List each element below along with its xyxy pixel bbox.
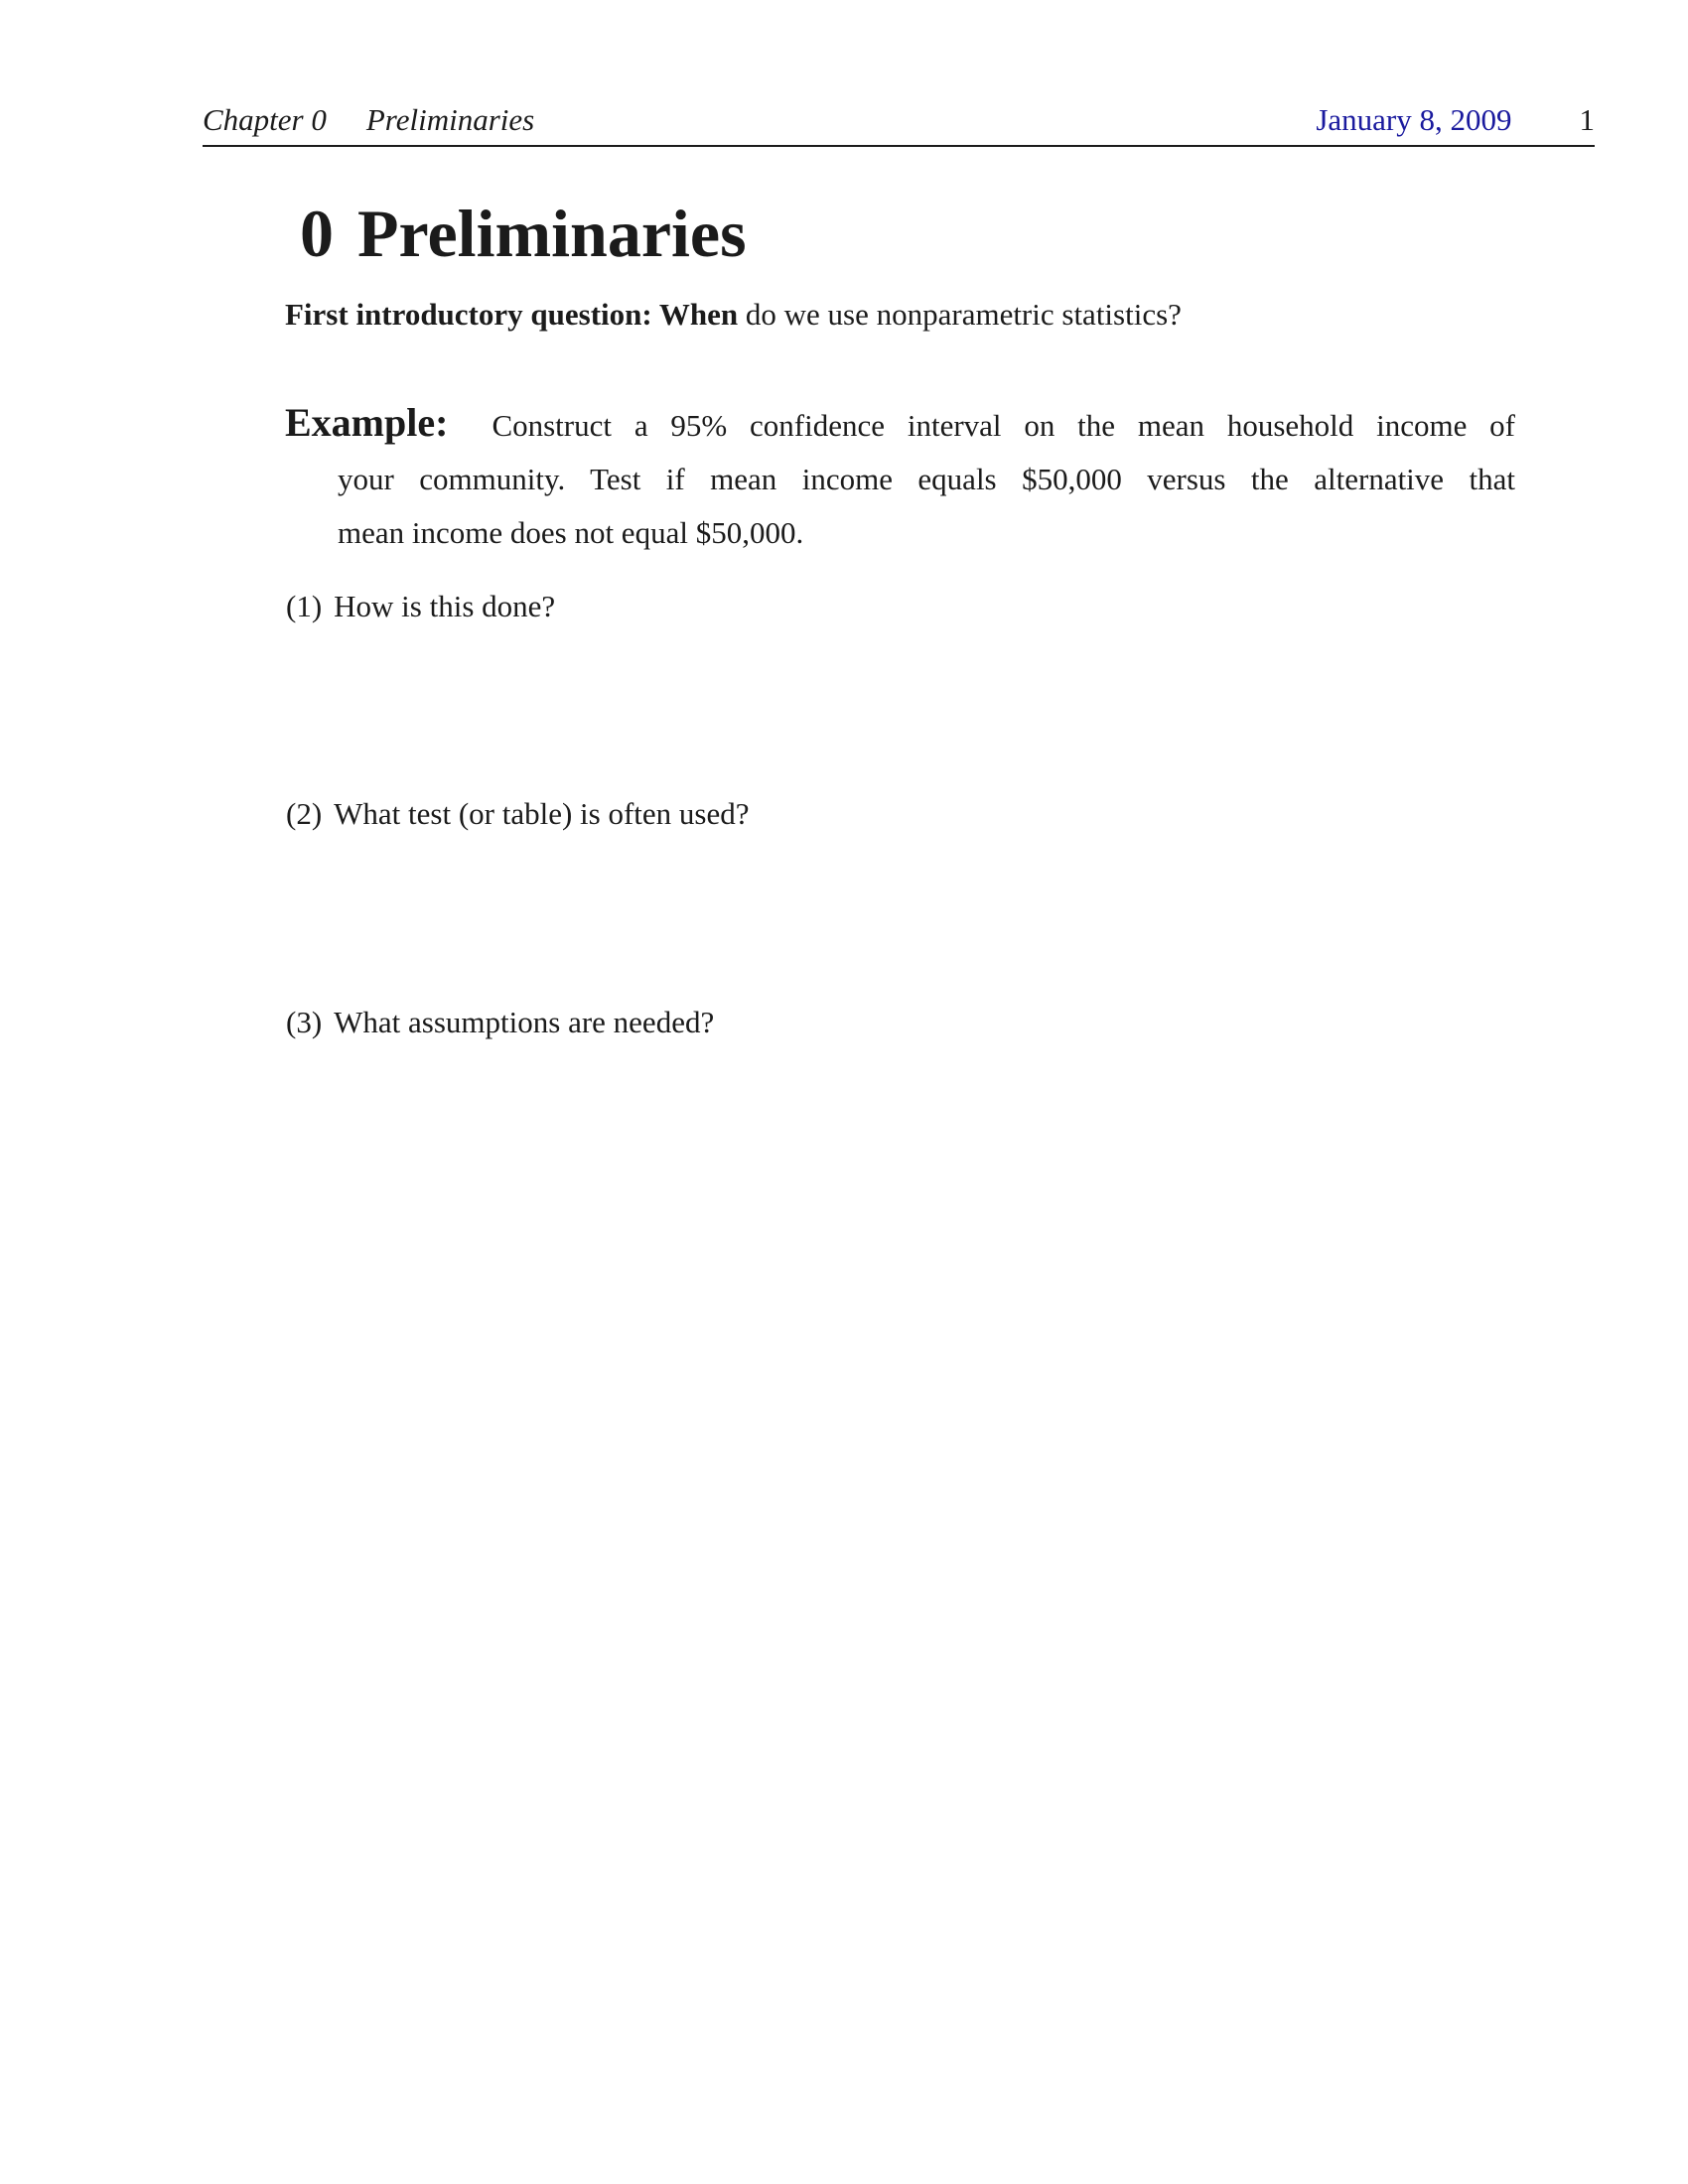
question-2-number: (2) [286,796,323,831]
section-title-text: Preliminaries [357,196,747,271]
question-2-text: What test (or table) is often used? [334,796,750,831]
question-1-number: (1) [286,589,323,623]
question-3-number: (3) [286,1005,323,1039]
header-chapter-title: Preliminaries [365,102,535,137]
header-right [1316,102,1595,138]
intro-question-bold: First introductory question: When [285,297,739,332]
header-rule [203,145,1595,147]
example-line-1-text: Construct a 95% confidence interval on the mean household income of [492,408,1515,443]
intro-question-rest: do we use nonparametric statistics? [738,297,1182,332]
question-1-text: How is this done? [334,589,556,623]
question-item-1 [286,589,555,624]
example-line-3: mean income does not equal $50,000. [338,515,804,550]
intro-question [285,297,1516,333]
question-item-3 [286,1005,714,1040]
example-line-1 [285,396,1515,453]
section-title [300,196,747,271]
page-header [203,102,1595,138]
header-chapter [203,102,534,138]
example-line-2: your community. Test if mean income equals $50,000 versus the alternative that [338,462,1515,496]
example-label: Example: [285,400,449,445]
question-3-text: What assumptions are needed? [334,1005,715,1039]
section-number: 0 [300,196,334,271]
header-date: January 8, 2009 [1316,102,1512,137]
header-chapter-label: Chapter 0 [203,102,327,137]
question-item-2 [286,796,750,832]
page-number: 1 [1579,102,1595,137]
example-block [285,396,1515,560]
